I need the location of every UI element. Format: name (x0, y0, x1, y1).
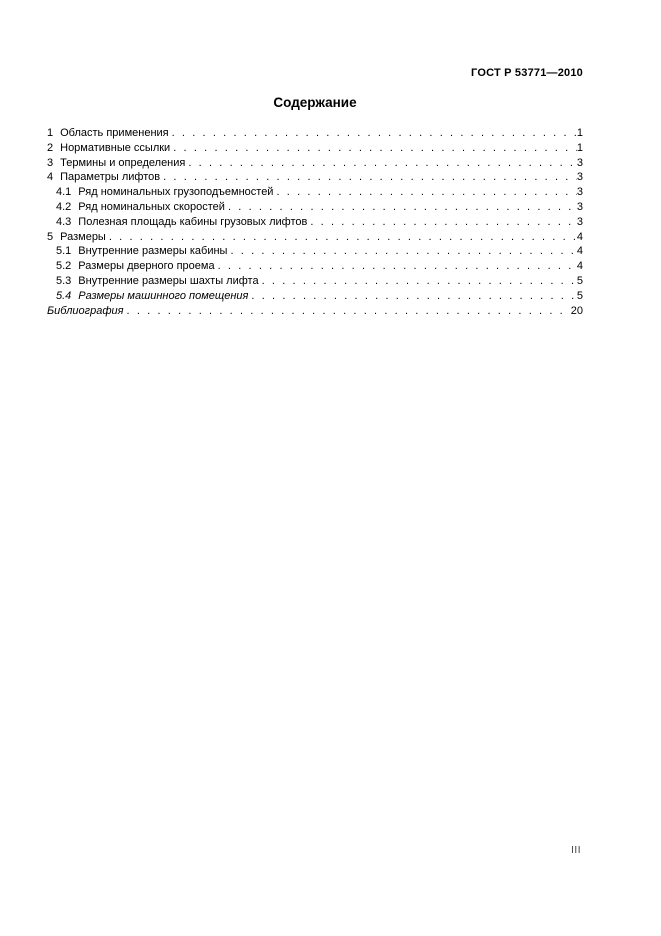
toc-entry (47, 259, 583, 274)
toc-dot-leader (225, 200, 577, 215)
toc-dot-leader (170, 141, 577, 156)
toc-dot-leader (259, 274, 577, 289)
toc-entry (47, 230, 583, 245)
toc-entry (47, 215, 583, 230)
toc-entry-number: 4.3 (56, 215, 72, 228)
toc-entry-number: 2 (47, 141, 54, 154)
toc-entry-label: Ряд номинальных грузоподъемностей (78, 186, 274, 199)
toc-entry-number: 5 (47, 230, 54, 243)
toc-entry-page: 3 (576, 156, 583, 169)
toc-entry-number: 4 (47, 171, 54, 184)
toc-entry (47, 304, 583, 319)
toc-entry-label: Область применения (60, 127, 169, 139)
page-title: Содержание (273, 95, 357, 110)
toc-entry-page: 1 (576, 141, 583, 154)
toc-entry-page: 3 (576, 200, 583, 213)
toc-entry (47, 141, 583, 156)
toc-dot-leader (273, 185, 576, 200)
toc-entry-page: 3 (576, 215, 583, 228)
toc-entry-label: Внутренние размеры кабины (78, 245, 228, 258)
toc-dot-leader (307, 215, 577, 230)
toc-entry-label: Внутренние размеры шахты лифта (78, 274, 259, 287)
toc-entry-page: 3 (576, 186, 583, 199)
toc-entry (47, 170, 583, 185)
toc-entry (47, 156, 583, 171)
toc-entry-number: 5.2 (56, 260, 72, 273)
toc-dot-leader (185, 156, 577, 171)
toc-dot-leader (227, 244, 576, 259)
toc-dot-leader (106, 230, 577, 245)
toc-entry-page: 1 (576, 127, 583, 139)
toc-dot-leader (160, 170, 577, 185)
toc-entry-label: Размеры машинного помещения (78, 289, 249, 302)
toc-entry (47, 200, 583, 215)
toc-entry-label: Параметры лифтов (60, 171, 161, 184)
toc-entry (47, 244, 583, 259)
toc-entry-page: 5 (576, 289, 583, 302)
toc-entry-label: Размеры дверного проема (78, 260, 215, 273)
toc-dot-leader (248, 289, 576, 304)
toc-entry-page: 5 (576, 274, 583, 287)
toc-entry-label: Ряд номинальных скоростей (78, 200, 225, 213)
toc-dot-leader (169, 126, 577, 141)
toc-entry (47, 185, 583, 200)
document-page (47, 0, 583, 936)
toc-entry-number: 5.4 (56, 289, 72, 302)
toc-entry-number: 5.1 (56, 245, 72, 258)
toc-entry-label: Полезная площадь кабины грузовых лифтов (78, 215, 308, 228)
toc-dot-leader (124, 304, 571, 319)
toc-entry-page: 3 (576, 171, 583, 184)
toc-entry-page: 4 (576, 260, 583, 273)
toc-dot-leader (215, 259, 577, 274)
document-code: ГОСТ Р 53771—2010 (471, 67, 583, 79)
toc-entry-number: 1 (47, 127, 54, 139)
toc-entry-page: 4 (576, 245, 583, 258)
toc-entry (47, 126, 583, 141)
toc-entry-page: 20 (570, 304, 583, 317)
table-of-contents (47, 126, 583, 318)
page-number: III (571, 845, 581, 856)
toc-entry-label: Библиография (47, 304, 124, 317)
toc-entry-number: 5.3 (56, 274, 72, 287)
toc-entry-label: Термины и определения (60, 156, 186, 169)
toc-entry-number: 3 (47, 156, 54, 169)
toc-entry-page: 4 (576, 230, 583, 243)
toc-entry (47, 274, 583, 289)
toc-entry-label: Размеры (60, 230, 106, 243)
toc-entry-number: 4.1 (56, 186, 72, 199)
toc-entry (47, 289, 583, 304)
toc-entry-label: Нормативные ссылки (60, 141, 171, 154)
toc-entry-number: 4.2 (56, 200, 72, 213)
